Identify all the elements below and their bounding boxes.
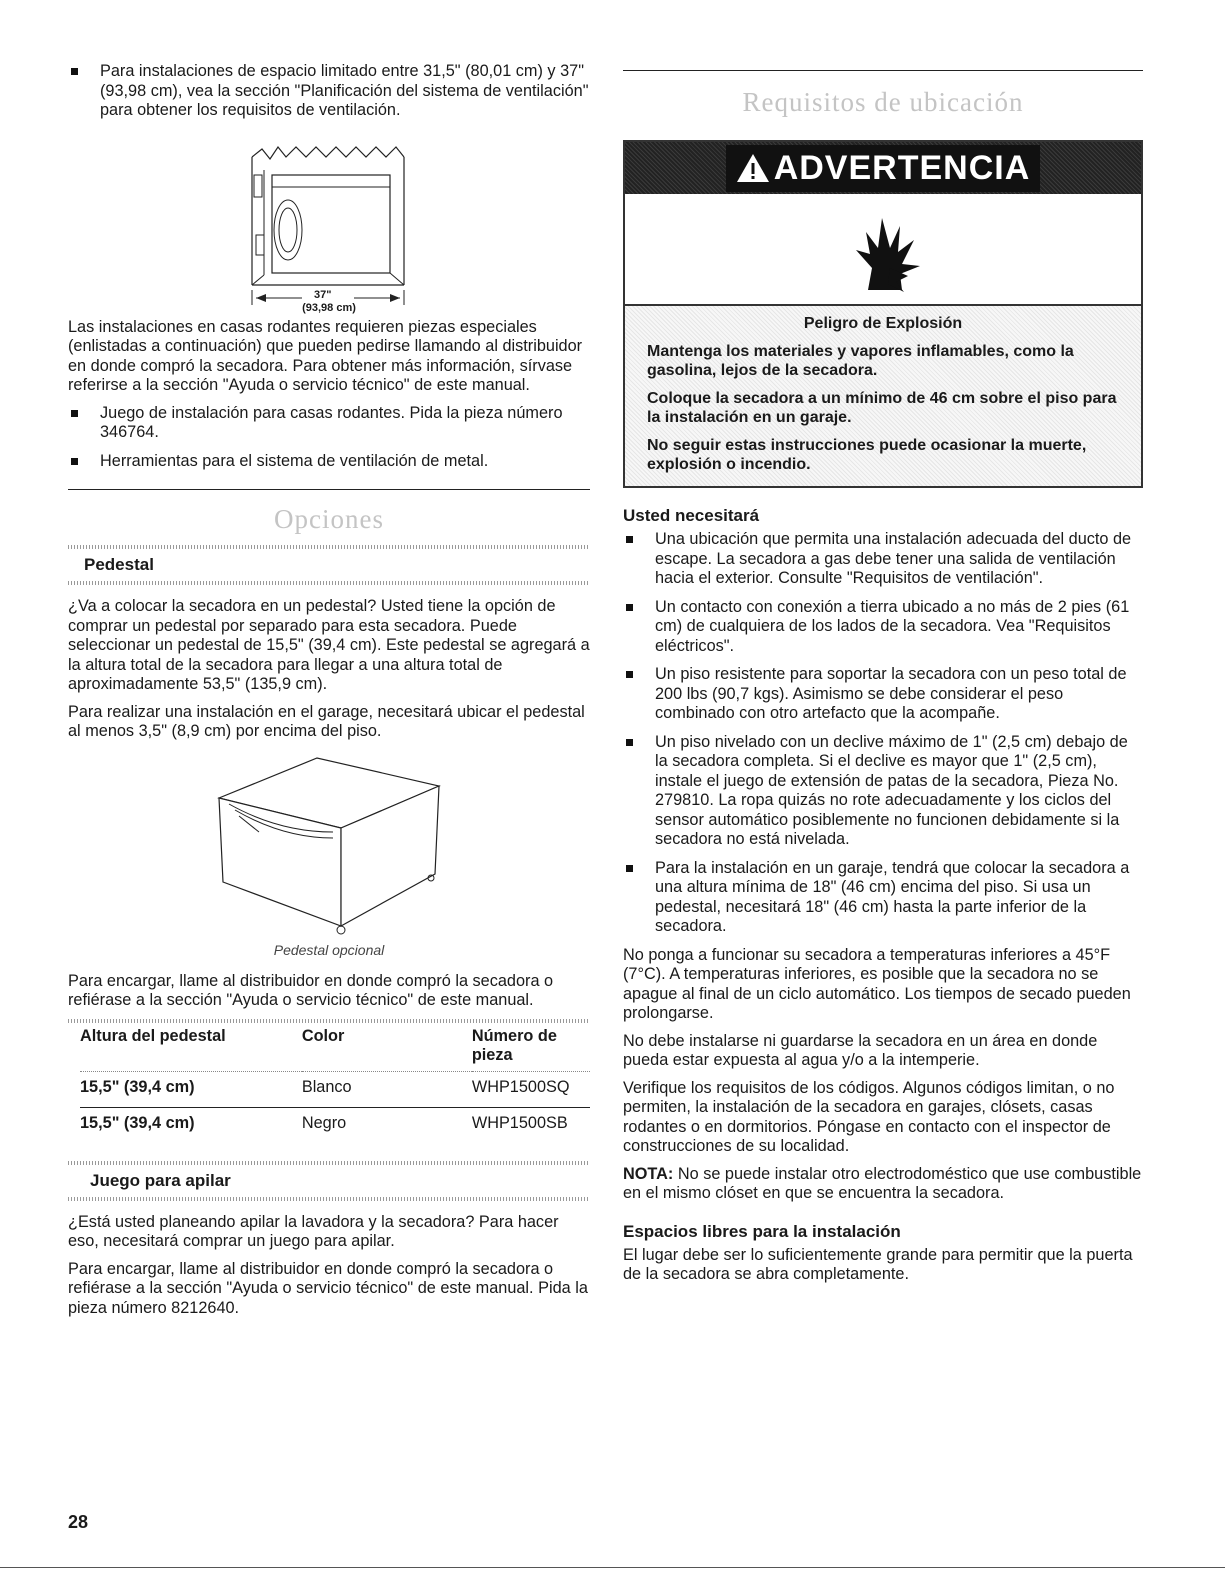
right-column — [623, 62, 1143, 1293]
page-number: 28 — [68, 1512, 89, 1532]
bullet-text: Un contacto con conexión a tierra ubicado a no más de 2 pies (61 cm) de cualquiera de los lados de la secadora. Vea "Requisitos eléctricos". — [655, 597, 1130, 655]
clearances-paragraph: El lugar debe ser lo suficientemente grande para permitir que la puerta de la secadora se abra completamente. — [623, 1245, 1133, 1283]
temperature-paragraph: No ponga a funcionar su secadora a temperaturas inferiores a 45°F (7°C). A temperaturas inferiores, es posible que la secadora no se apague al final de un ciclo automático. Los tiempos de secado pueden prolongarse. — [623, 945, 1131, 1022]
options-section-title: Opciones — [274, 504, 384, 534]
left-column — [68, 62, 590, 1326]
clearances-heading: Espacios libres para la instalación — [623, 1221, 901, 1241]
section-rule — [623, 70, 1143, 71]
pedestal-illustration — [209, 756, 449, 936]
table-header: Color — [301, 1026, 345, 1045]
bullet-square — [71, 410, 78, 417]
location-section-title: Requisitos de ubicación — [742, 87, 1024, 117]
bullet-text: Un piso nivelado con un declive máximo de 1" (2,5 cm) debajo de la secadora completa. Si el declive es mayor que 1" (2,5 cm), instale el juego de extensión de patas de la secadora, Pieza No. 279810. La ropa quizás no rote adecuadamente y los ciclos del sensor automático posiblemente no funcionen debidamente si la secadora no está nivelada. — [655, 732, 1128, 848]
closet-dryer-illustration — [244, 135, 414, 310]
pedestal-heading: Pedestal — [84, 555, 154, 574]
bullet-square — [626, 865, 633, 872]
note-text: No se puede instalar otro electrodoméstico que use combustible en el mismo clóset en que se encuentra la secadora. — [623, 1164, 1142, 1202]
dotted-divider — [68, 1161, 590, 1165]
warning-title: Peligro de Explosión — [803, 315, 963, 332]
dimension-label: 37" — [314, 288, 332, 301]
table-row — [80, 1107, 590, 1143]
stacking-order-paragraph: Para encargar, llame al distribuidor en donde compró la secadora o refiérase a la sección "Ayuda o servicio técnico" de este manual. Pida la pieza número 8212640. — [68, 1259, 588, 1317]
warning-label: ADVERTENCIA — [773, 148, 1031, 187]
warning-line: Coloque la secadora a un mínimo de 46 cm sobre el piso para la instalación en un garaje. — [647, 390, 1117, 426]
list-item — [623, 665, 1143, 724]
stacking-paragraph: ¿Está usted planeando apilar la lavadora y la secadora? Para hacer eso, necesitará comprar un juego para apilar. — [68, 1212, 559, 1250]
stacking-kit-heading: Juego para apilar — [90, 1170, 231, 1190]
table-row — [80, 1071, 590, 1107]
you-need-heading: Usted necesitará — [623, 506, 760, 525]
table-cell: WHP1500SQ — [472, 1071, 590, 1107]
list-item — [623, 733, 1143, 850]
bullet-square — [71, 458, 78, 465]
bullet-text: Para la instalación en un garaje, tendrá que colocar la secadora a una altura mínima de 18" (46 cm) encima del piso. Si usa un pedestal, necesitará 18" (46 cm) hasta la parte inferior de la secadora. — [655, 858, 1130, 935]
table-header: Altura del pedestal — [80, 1026, 226, 1045]
warning-icon-area — [625, 194, 1141, 306]
pedestal-figure — [209, 756, 449, 936]
mobile-homes-paragraph: Las instalaciones en casas rodantes requieren piezas especiales (enlistadas a continuación) que pueden pedirse llamando al distribuidor en donde compró la secadora. Para obtener más información, sírvase referirse a la sección "Ayuda o servicio técnico" de este manual. — [68, 317, 583, 394]
pedestal-garage-paragraph: Para realizar una instalación en el garage, necesitará ubicar el pedestal al menos 3,5" (8,9 cm) por encima del piso. — [68, 702, 585, 740]
dotted-divider — [68, 1197, 590, 1201]
list-item — [623, 859, 1143, 937]
bullet-square — [626, 739, 633, 746]
bullet-square — [626, 604, 633, 611]
list-item — [68, 404, 590, 443]
list-item — [623, 598, 1143, 657]
bullet-square — [626, 536, 633, 543]
table-cell: Negro — [301, 1113, 347, 1132]
pedestal-table — [80, 1023, 590, 1143]
explosion-icon — [838, 204, 928, 294]
warning-triangle-icon — [736, 153, 770, 183]
pedestal-paragraph: ¿Va a colocar la secadora en un pedestal? Usted tiene la opción de comprar un pedestal por separado para esta secadora. Puede seleccionar un pedestal de 15,5" (39,4 cm). Este pedestal se agregará a la altura total de la secadora para llegar a una altura total de aproximadamente 53,5" (135,9 cm). — [68, 597, 590, 693]
bottom-rule — [0, 1567, 1225, 1568]
warning-box — [623, 140, 1143, 488]
warning-line: No seguir estas instrucciones puede ocasionar la muerte, explosión o incendio. — [647, 437, 1087, 473]
table-cell: 15,5" (39,4 cm) — [80, 1113, 195, 1132]
dotted-divider — [68, 581, 590, 585]
dotted-divider — [68, 545, 590, 549]
note-label: NOTA: — [623, 1164, 674, 1183]
pedestal-caption: Pedestal opcional — [273, 941, 385, 958]
outdoor-paragraph: No debe instalarse ni guardarse la secadora en un área en donde pueda estar expuesta al agua y/o a la intemperie. — [623, 1031, 1098, 1069]
warning-header — [625, 142, 1141, 194]
bullet-text: Juego de instalación para casas rodantes. Pida la pieza número 346764. — [100, 403, 563, 441]
bullet-text: Para instalaciones de espacio limitado entre 31,5" (80,01 cm) y 37" (93,98 cm), vea la sección "Planificación del sistema de ventilación" para obtener los requisitos de ventilación. — [100, 62, 589, 119]
section-rule — [68, 489, 590, 490]
list-item — [68, 452, 590, 472]
bullet-text: Un piso resistente para soportar la secadora con un peso total de 200 lbs (90,7 kgs). Asimismo se debe considerar el peso combinado con otro artefacto que la acompañe. — [655, 665, 1127, 722]
table-header-row — [80, 1023, 590, 1072]
bullet-square — [626, 671, 633, 678]
list-item — [623, 530, 1143, 589]
order-paragraph: Para encargar, llame al distribuidor en donde compró la secadora o refiérase a la sección "Ayuda o servicio técnico" de este manual. — [68, 971, 554, 1009]
bullet-text: Una ubicación que permita una instalación adecuada del ducto de escape. La secadora a gas debe tener una salida de ventilación hacia el exterior. Consulte "Requisitos de ventilación". — [655, 530, 1132, 587]
table-cell: WHP1500SB — [471, 1113, 568, 1132]
warning-line: Mantenga los materiales y vapores inflamables, como la gasolina, lejos de la secadora. — [647, 343, 1074, 379]
bullet-text: Herramientas para el sistema de ventilación de metal. — [100, 451, 489, 470]
warning-text-area — [625, 306, 1141, 486]
table-header: Número de pieza — [471, 1026, 557, 1064]
dimension-label-cm: (93,98 cm) — [302, 301, 356, 314]
bullet-square — [71, 68, 78, 75]
codes-paragraph: Verifique los requisitos de los códigos. Algunos códigos limitan, o no permiten, la instalación de la secadora en garajes, clósets, casas rodantes o en dormitorios. Póngase en contacto con el inspector de construcciones de su localidad. — [623, 1078, 1115, 1155]
table-cell: 15,5" (39,4 cm) — [80, 1071, 302, 1107]
list-item — [68, 62, 590, 121]
table-cell: Blanco — [302, 1071, 472, 1107]
closet-installation-figure — [244, 135, 414, 314]
note-paragraph — [623, 1165, 1143, 1204]
